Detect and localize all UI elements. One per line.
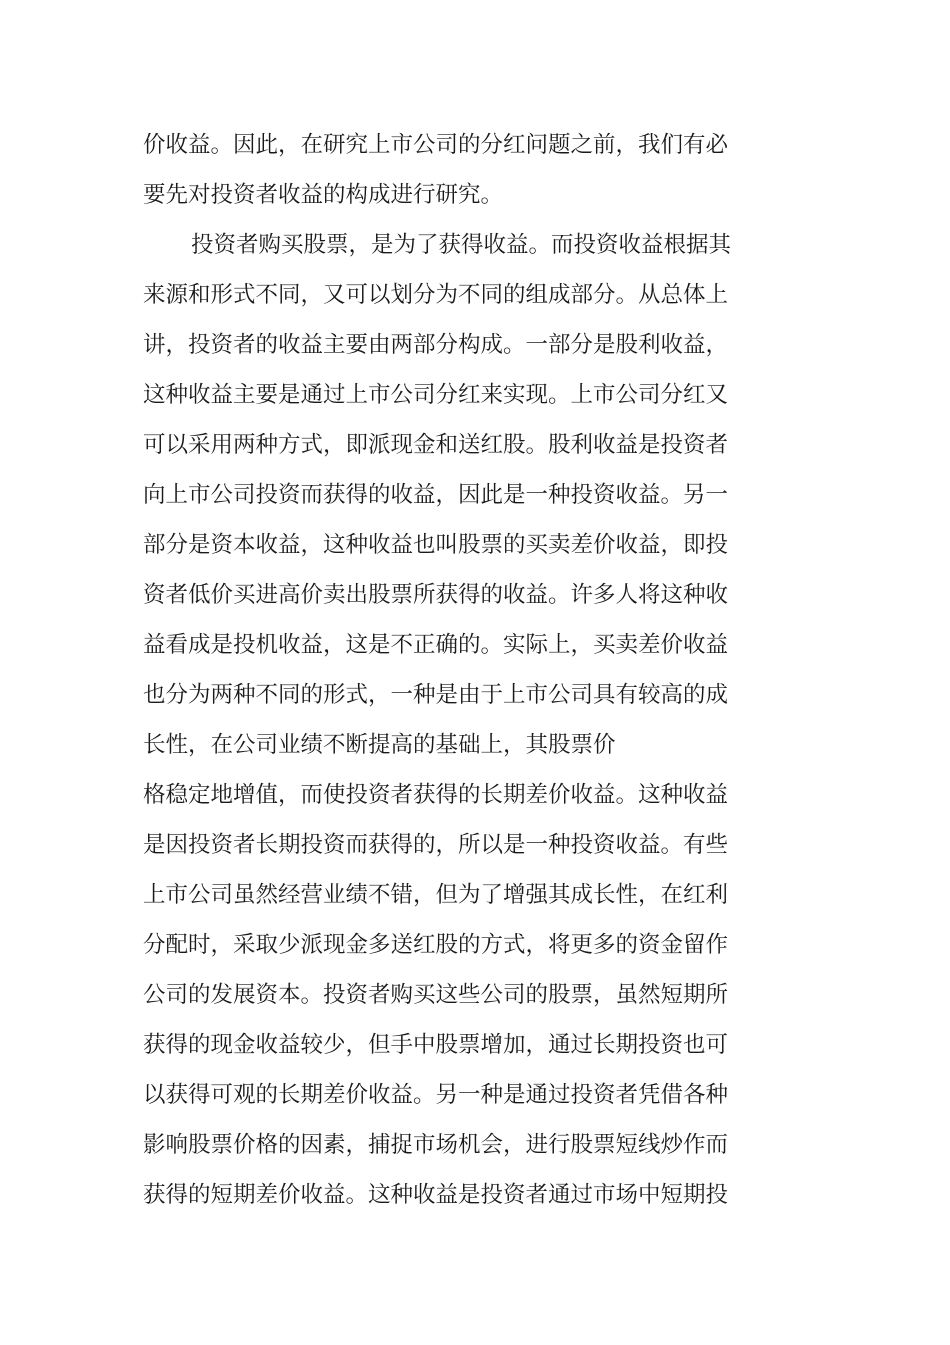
text-line: 格稳定地增值，而使投资者获得的长期差价收益。这种收益 xyxy=(143,782,729,808)
text-line: 来源和形式不同，又可以划分为不同的组成部分。从总体上 xyxy=(143,282,729,308)
text-line: 公司的发展资本。投资者购买这些公司的股票，虽然短期所 xyxy=(143,982,729,1008)
text-line: 价收益。因此，在研究上市公司的分红问题之前，我们有必 xyxy=(143,132,729,158)
text-line: 益看成是投机收益，这是不正确的。实际上，买卖差价收益 xyxy=(143,632,729,658)
paragraph-start-line: 投资者购买股票，是为了获得收益。而投资收益根据其 xyxy=(191,232,732,258)
text-line: 分配时，采取少派现金多送红股的方式，将更多的资金留作 xyxy=(143,932,729,958)
text-line: 也分为两种不同的形式，一种是由于上市公司具有较高的成 xyxy=(143,682,729,708)
text-line: 长性，在公司业绩不断提高的基础上，其股票价 xyxy=(143,732,616,758)
text-line: 向上市公司投资而获得的收益，因此是一种投资收益。另一 xyxy=(143,482,729,508)
text-line: 部分是资本收益，这种收益也叫股票的买卖差价收益，即投 xyxy=(143,532,729,558)
text-line: 以获得可观的长期差价收益。另一种是通过投资者凭借各种 xyxy=(143,1082,729,1108)
text-line: 这种收益主要是通过上市公司分红来实现。上市公司分红又 xyxy=(143,382,729,408)
text-line: 要先对投资者收益的构成进行研究。 xyxy=(143,182,504,208)
body-text xyxy=(143,120,763,1220)
text-line: 上市公司虽然经营业绩不错，但为了增强其成长性，在红利 xyxy=(143,882,729,908)
text-line: 讲，投资者的收益主要由两部分构成。一部分是股利收益， xyxy=(143,332,729,358)
text-line: 获得的短期差价收益。这种收益是投资者通过市场中短期投 xyxy=(143,1182,729,1208)
text-line: 资者低价买进高价卖出股票所获得的收益。许多人将这种收 xyxy=(143,582,729,608)
text-line: 可以采用两种方式，即派现金和送红股。股利收益是投资者 xyxy=(143,432,729,458)
text-line: 获得的现金收益较少，但手中股票增加，通过长期投资也可 xyxy=(143,1032,729,1058)
text-line: 影响股票价格的因素，捕捉市场机会，进行股票短线炒作而 xyxy=(143,1132,729,1158)
text-line: 是因投资者长期投资而获得的，所以是一种投资收益。有些 xyxy=(143,832,729,858)
